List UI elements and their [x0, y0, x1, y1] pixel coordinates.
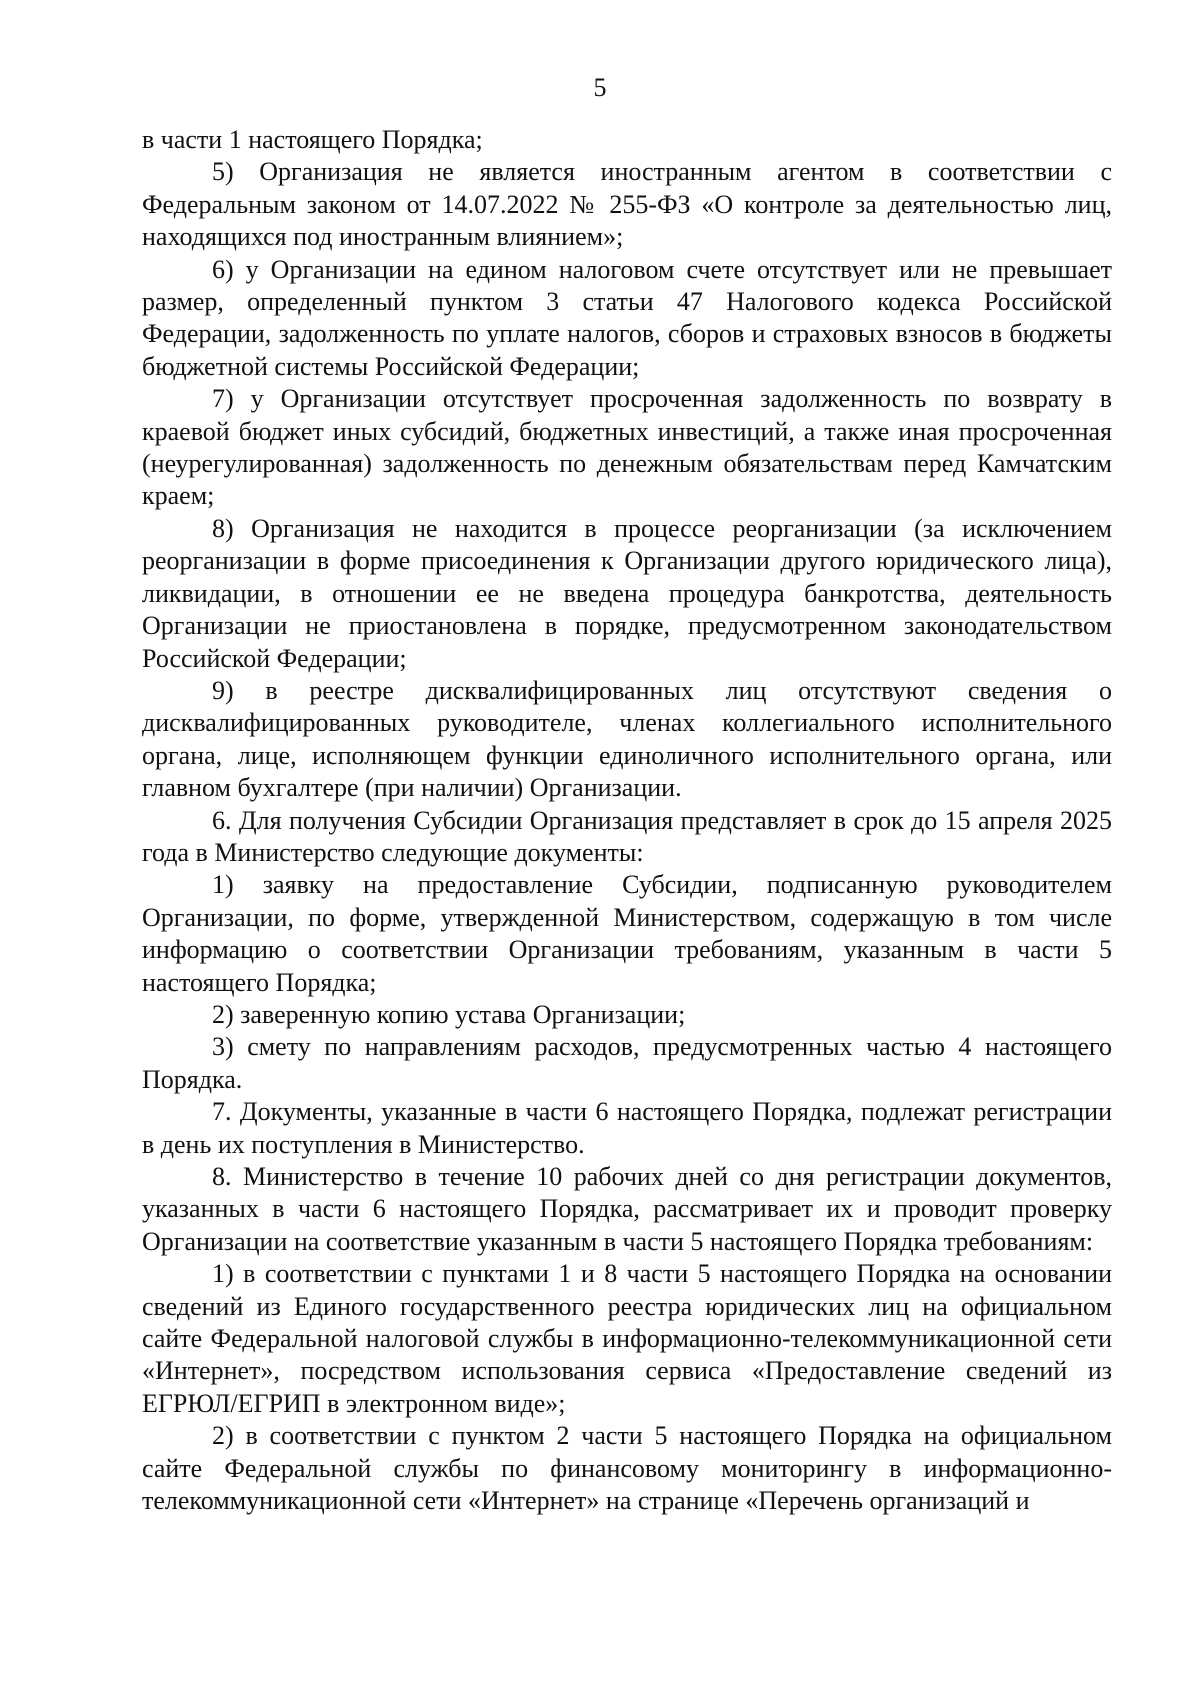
- paragraph-item-7: 7) у Организации отсутствует просроченная задолженность по возврату в краевой бюджет иных субсидий, бюджетных инвестиций, а также иная просроченная (неурегулированная) задолженность по денежным обязательствам перед Камчатским краем;: [142, 384, 1112, 511]
- paragraph-item-6: 6) у Организации на едином налоговом счете отсутствует или не превышает размер, определенный пунктом 3 статьи 47 Налогового кодекса Российской Федерации, задолженность по уплате налогов, сборов и страховых взносов в бюджеты бюджетной системы Российской Федерации;: [142, 254, 1112, 381]
- page-number: 5: [593, 73, 607, 102]
- paragraph-item-5: 5) Организация не является иностранным агентом в соответствии с Федеральным законом от 14.07.2022 № 255-ФЗ «О контроле за деятельностью лиц, находящихся под иностранным влиянием»;: [142, 157, 1112, 252]
- paragraph-section-6-item-3: 3) смету по направлениям расходов, предусмотренных частью 4 настоящего Порядка.: [142, 1032, 1112, 1094]
- paragraph-section-7: 7. Документы, указанные в части 6 настоящего Порядка, подлежат регистрации в день их поступления в Министерство.: [142, 1097, 1112, 1159]
- paragraph-section-8: 8. Министерство в течение 10 рабочих дней со дня регистрации документов, указанных в части 6 настоящего Порядка, рассматривает их и проводит проверку Организации на соответствие указанным в части 5 настоящего Порядка требованиям:: [142, 1162, 1112, 1256]
- paragraph-section-8-item-1: 1) в соответствии с пунктами 1 и 8 части 5 настоящего Порядка на основании сведений из Единого государственного реестра юридических лиц на официальном сайте Федеральной налоговой службы в информационно-телекоммуникационной сети «Интернет», посредством использования сервиса «Предоставление сведений из ЕГРЮЛ/ЕГРИП в электронном виде»;: [142, 1259, 1112, 1418]
- paragraph-continuation: в части 1 настоящего Порядка;: [142, 125, 483, 154]
- paragraph-section-6-item-1: 1) заявку на предоставление Субсидии, подписанную руководителем Организации, по форме, утвержденной Министерством, содержащую в том числе информацию о соответствии Организации требованиям, указанным в части 5 настоящего Порядка;: [142, 870, 1112, 997]
- paragraph-section-8-item-2: 2) в соответствии с пунктом 2 части 5 настоящего Порядка на официальном сайте Федеральной службы по финансовому мониторингу в информационно-телекоммуникационной сети «Интернет» на странице «Перечень организаций и: [142, 1421, 1112, 1516]
- paragraph-item-8: 8) Организация не находится в процессе реорганизации (за исключением реорганизации в форме присоединения к Организации другого юридического лица), ликвидации, в отношении ее не введена процедура банкротства, деятельность Организации не приостановлена в порядке, предусмотренном законодательством Российской Федерации;: [142, 513, 1112, 673]
- document-body: [142, 124, 1112, 1517]
- paragraph-item-9: 9) в реестре дисквалифицированных лиц отсутствуют сведения о дисквалифицированных руководителе, членах коллегиального исполнительного органа, лице, исполняющем функции единоличного исполнительного органа, или главном бухгалтере (при наличии) Организации.: [142, 675, 1112, 803]
- paragraph-section-6: 6. Для получения Субсидии Организация представляет в срок до 15 апреля 2025 года в Министерство следующие документы:: [142, 805, 1112, 867]
- paragraph-section-6-item-2: 2) заверенную копию устава Организации;: [212, 999, 686, 1029]
